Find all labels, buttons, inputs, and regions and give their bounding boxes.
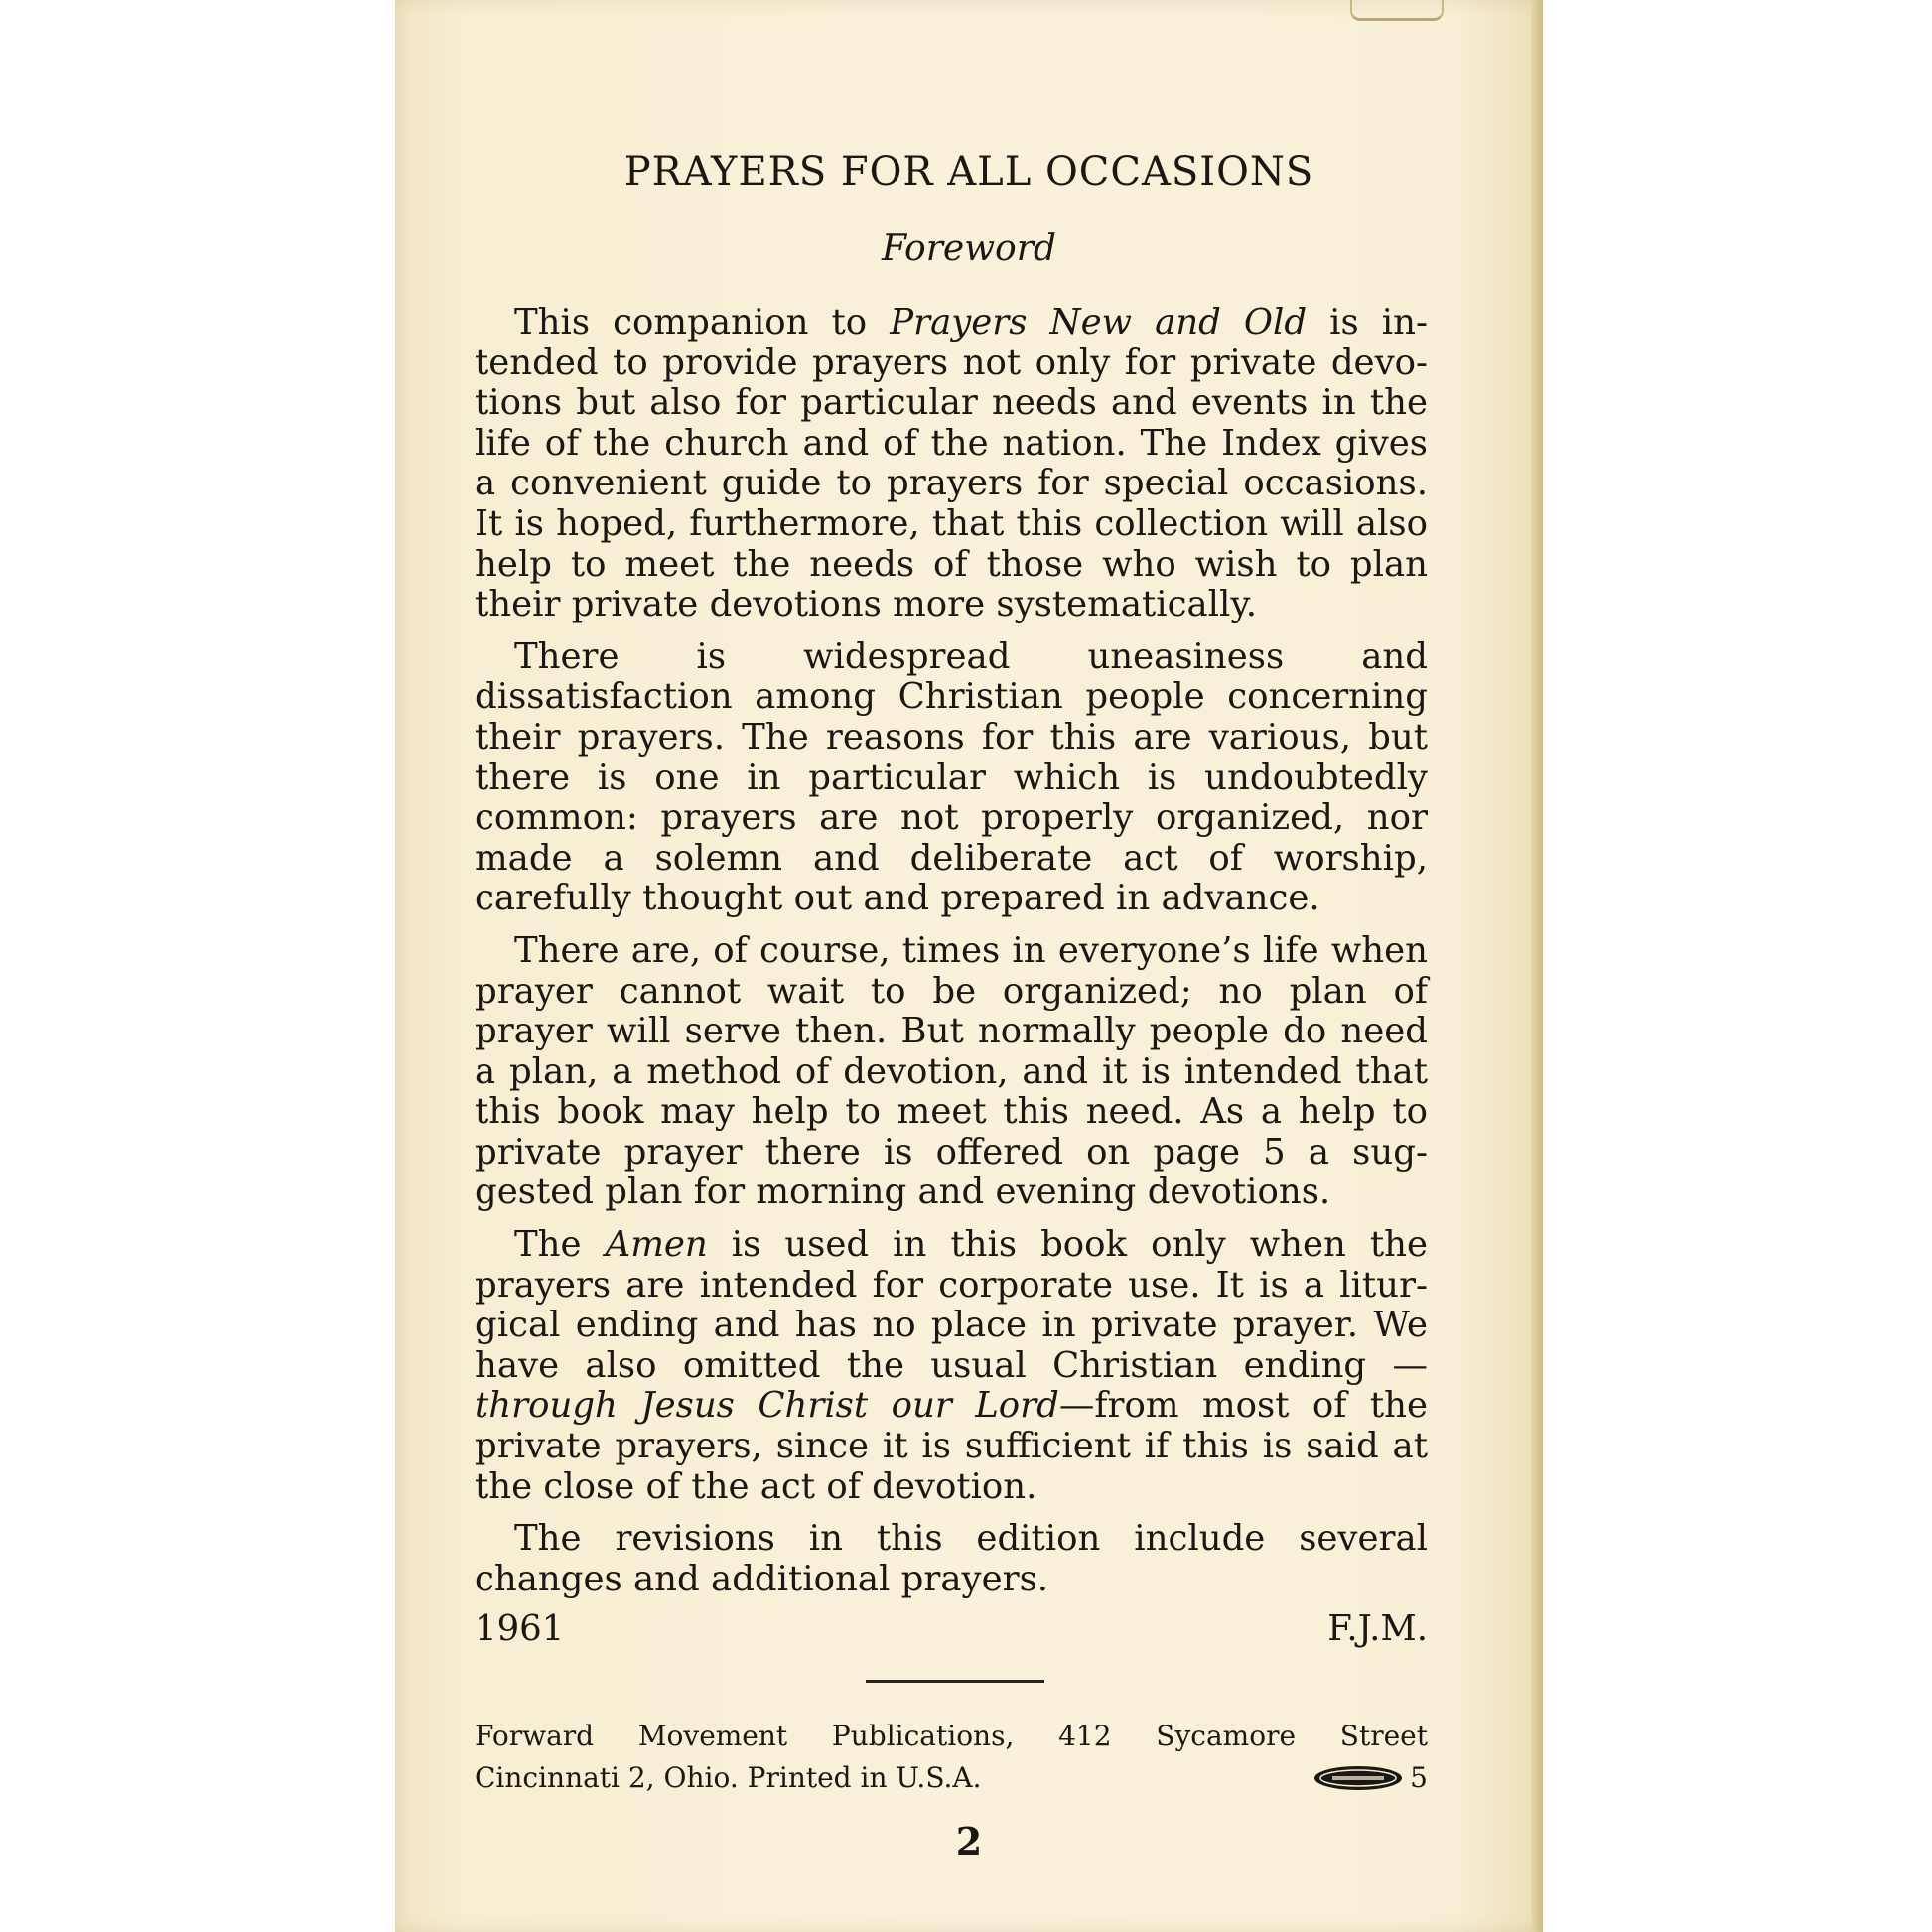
footer-word: Movement bbox=[637, 1720, 788, 1752]
page-number: 2 bbox=[955, 1819, 983, 1863]
paragraph-4 bbox=[475, 1225, 1428, 1507]
paragraph-5: The revisions in this edition include several changes and additional prayers. bbox=[475, 1518, 1428, 1599]
section-heading: Foreword bbox=[882, 228, 1056, 269]
signature-year: 1961 bbox=[475, 1608, 565, 1649]
footer-word: Sycamore bbox=[1156, 1720, 1297, 1752]
union-label-number: 5 bbox=[1410, 1761, 1428, 1794]
paragraph-2: There is widespread uneasiness and dissatisfaction among Christian people concerning their prayers. The reasons for this are various, but there is one in particular which is undoubtedly common: prayers are not properly organized, nor made a solemn and deliberate act of worship, carefully thought out and prepared in advance. bbox=[475, 635, 1428, 919]
signature-row bbox=[475, 1608, 1428, 1649]
divider-rule bbox=[866, 1680, 1044, 1683]
foreword-body bbox=[475, 303, 1428, 1611]
footer-street-number: 412 bbox=[1058, 1720, 1112, 1752]
page-edge bbox=[1531, 0, 1543, 1932]
union-bug-icon bbox=[1312, 1764, 1404, 1792]
paragraph-1-post: is intended to provide prayers not only for private devotions but also for particular needs and events in the life of the church and of the nation. The Index gives a convenient guide to prayers for special occasions. It is hoped, furthermore, that this collection will also help to meet the needs of those who wish to plan their private devotions more systematically. bbox=[475, 302, 1428, 625]
amen-italic: Amen bbox=[605, 1224, 708, 1266]
paragraph-1 bbox=[475, 303, 1428, 625]
footer-city-line: Cincinnati 2, Ohio. Printed in U.S.A. bbox=[475, 1761, 982, 1794]
footer-line-2 bbox=[475, 1757, 1428, 1799]
paragraph-4-post: —from most of the private prayers, since it is sufficient if this is said at the close of the act of devotion. bbox=[475, 1385, 1428, 1507]
book-title-italic: Prayers New and Old bbox=[890, 302, 1308, 343]
footer-word: Publications, bbox=[831, 1720, 1015, 1752]
publisher-footer bbox=[475, 1716, 1428, 1799]
page-title: PRAYERS FOR ALL OCCASIONS bbox=[623, 149, 1314, 195]
paragraph-4-mid: is used in this book only when the prayers are intended for corporate use. It is a liturgical ending and has no place in private prayer. We have also omitted the usual Christian ending — bbox=[475, 1224, 1428, 1386]
ending-italic: through Jesus Christ our Lord bbox=[475, 1385, 1059, 1427]
paragraph-4-pre: The bbox=[514, 1224, 606, 1266]
signature-initials: F.J.M. bbox=[1327, 1608, 1428, 1649]
page-top-notch bbox=[1350, 0, 1444, 21]
footer-line-1 bbox=[475, 1716, 1428, 1757]
footer-word: Street bbox=[1339, 1720, 1428, 1752]
union-label bbox=[1312, 1757, 1428, 1799]
paragraph-1-pre: This companion to bbox=[514, 302, 891, 343]
footer-word: Forward bbox=[475, 1720, 595, 1752]
paragraph-3: There are, of course, times in everyone’s life when prayer cannot wait to be organized; no plan of prayer will serve then. But normally people do need a plan, a method of devotion, and it is intended that this book may help to meet this need. As a help to private prayer there is offered on page 5 a suggested plan for morning and evening devotions. bbox=[475, 929, 1428, 1213]
